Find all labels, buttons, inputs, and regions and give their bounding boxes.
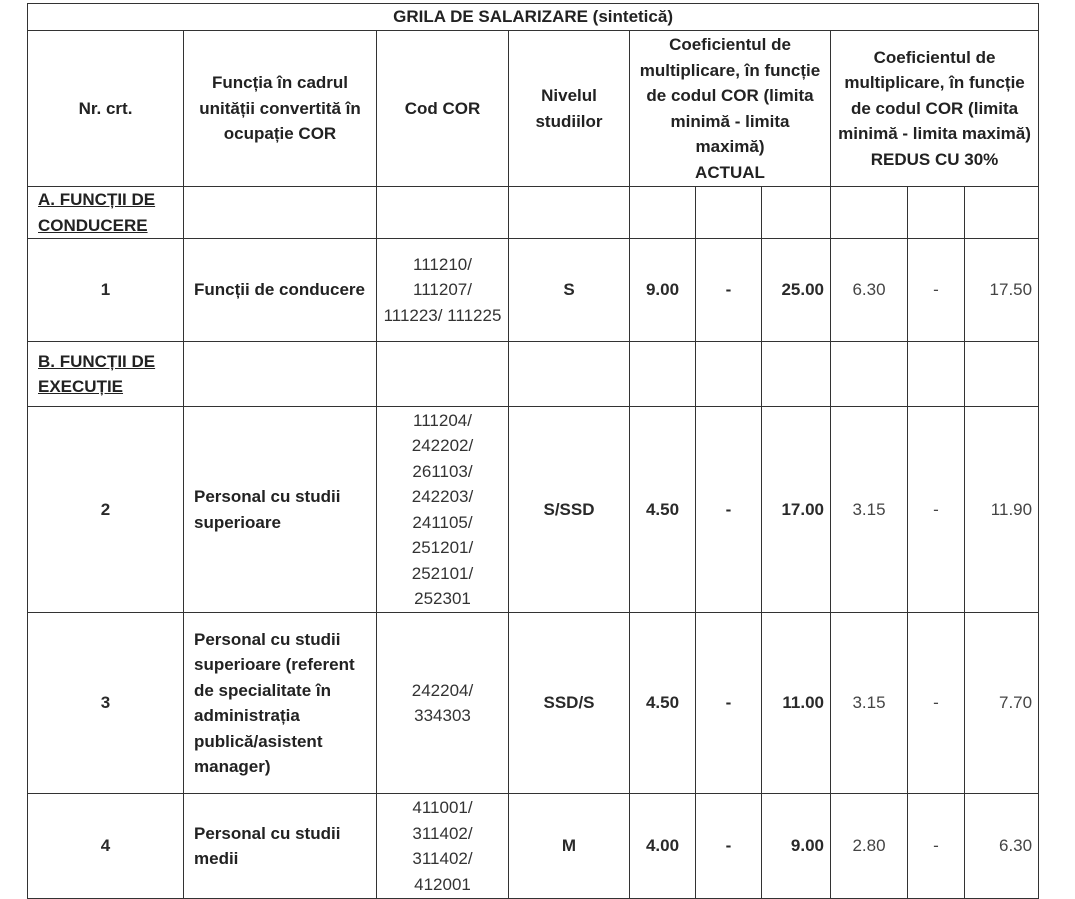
row-cod-cor: 242204/ 334303 [377,613,509,794]
row-redus-max: 7.70 [965,613,1039,794]
row-redus-sep: - [908,794,965,899]
row-redus-sep: - [908,613,965,794]
table-row [28,794,1039,899]
row-cod-cor: 411001/ 311402/ 311402/ 412001 [377,794,509,899]
table-row [28,613,1039,794]
row-actual-max: 25.00 [762,239,831,342]
row-actual-sep: - [696,613,762,794]
row-nr: 1 [28,239,184,342]
row-nr: 4 [28,794,184,899]
row-actual-max: 9.00 [762,794,831,899]
table-title: GRILA DE SALARIZARE (sintetică) [28,4,1039,31]
section-row [28,342,1039,407]
row-actual-min: 4.50 [630,613,696,794]
header-coef-redus [831,31,1039,187]
section-label: B. FUNCȚII DE EXECUȚIE [28,342,184,407]
row-redus-max: 6.30 [965,794,1039,899]
header-row [28,31,1039,187]
row-redus-max: 11.90 [965,407,1039,613]
row-nivel: S [509,239,630,342]
row-actual-max: 11.00 [762,613,831,794]
row-redus-sep: - [908,239,965,342]
row-cod-cor: 111210/ 111207/ 111223/ 111225 [377,239,509,342]
row-redus-min: 2.80 [831,794,908,899]
table-row [28,239,1039,342]
row-nr: 3 [28,613,184,794]
title-row [28,4,1039,31]
header-nivel-studii: Nivelul studiilor [509,31,630,187]
row-actual-min: 4.00 [630,794,696,899]
row-actual-sep: - [696,407,762,613]
row-redus-min: 3.15 [831,407,908,613]
row-functia: Personal cu studii superioare (referent de specialitate în administrația publică/asistent manager) [184,613,377,794]
row-nivel: M [509,794,630,899]
row-redus-min: 6.30 [831,239,908,342]
section-label: A. FUNCȚII DE CONDUCERE [28,187,184,239]
header-coef-redus-text: Coeficientul de multiplicare, în funcție de codul COR (limita minimă - limita maximă) [838,47,1031,144]
row-redus-min: 3.15 [831,613,908,794]
row-actual-min: 9.00 [630,239,696,342]
salary-grid-table [27,3,1039,899]
row-cod-cor: 111204/ 242202/ 261103/ 242203/ 241105/ 251201/ 252101/ 252301 [377,407,509,613]
header-coef-actual-tag: ACTUAL [695,162,765,182]
row-redus-max: 17.50 [965,239,1039,342]
row-actual-sep: - [696,794,762,899]
header-coef-redus-tag: REDUS CU 30% [870,149,999,169]
section-row [28,187,1039,239]
row-nr: 2 [28,407,184,613]
header-cod-cor: Cod COR [377,31,509,187]
row-functia: Personal cu studii medii [184,794,377,899]
row-actual-max: 17.00 [762,407,831,613]
row-nivel: S/SSD [509,407,630,613]
row-functia: Funcții de conducere [184,239,377,342]
header-coef-actual-text: Coeficientul de multiplicare, în funcție de codul COR (limita minimă - limita maximă) [639,35,821,156]
row-nivel: SSD/S [509,613,630,794]
row-actual-min: 4.50 [630,407,696,613]
row-actual-sep: - [696,239,762,342]
row-redus-sep: - [908,407,965,613]
header-coef-actual [630,31,831,187]
table-row [28,407,1039,613]
row-functia: Personal cu studii superioare [184,407,377,613]
header-functia: Funcția în cadrul unității convertită în ocupație COR [184,31,377,187]
header-nr-crt: Nr. crt. [28,31,184,187]
